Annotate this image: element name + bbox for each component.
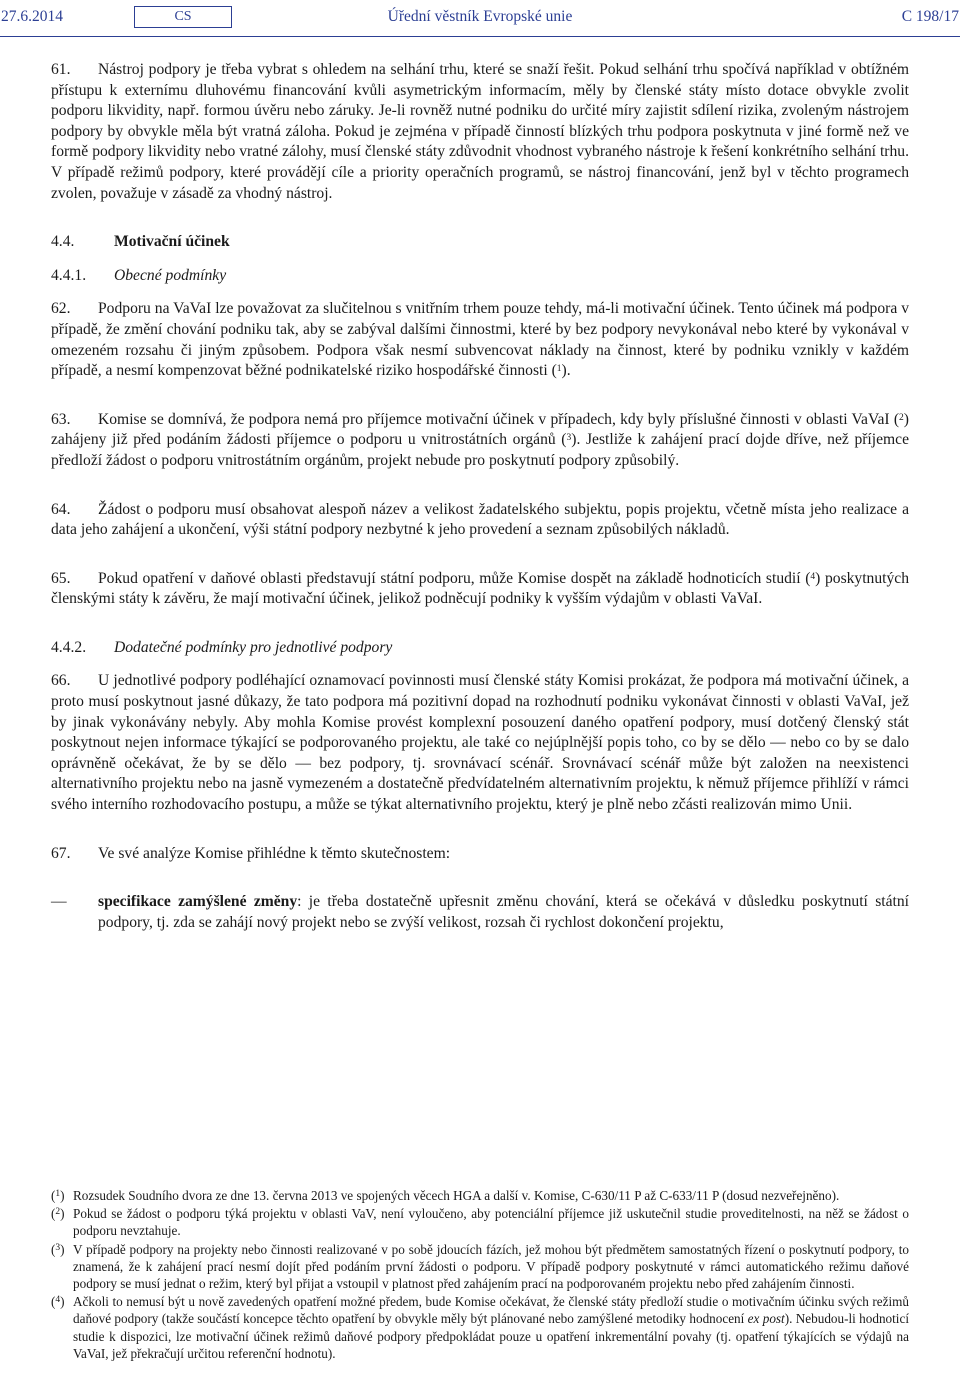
footnote-1	[51, 1187, 909, 1204]
paragraph-61	[51, 60, 909, 204]
section-title: Motivační účinek	[114, 233, 230, 251]
section-heading-4-4-1	[51, 266, 909, 287]
footnote-text: Ačkoli to nemusí být u nově zavedených opatření možné předem, bude Komise očekávat, že členské státy předloží studie o motivačním účinku svých režimů daňové podpory (takže součástí koncepce těchto opatření by obvykle měly být plánované nebo zamýšlené metodiky hodnocení	[73, 1294, 909, 1327]
paragraph-text: Pokud opatření v daňové oblasti představují státní podporu, může Komise dospět na základě hodnoticích studií (	[98, 569, 811, 587]
header-rule	[0, 36, 960, 37]
section-heading-4-4-2	[51, 638, 909, 659]
paragraph-number: 64.	[51, 500, 71, 518]
section-number: 4.4.	[51, 233, 75, 251]
footnote-text: V případě podpory na projekty nebo činnosti realizované v po sobě jdoucích fázích, jež mohou být předmětem samostatných řízení o poskytnutí podpory, to znamená, že k zahájení prací nesmí dojít před podáním první žádosti o podporu. V případě podpory poskytnuté v rámci automatického režimu daňové podpory se musí jednat o režim, který byl přijat a vstoupil v platnost před zahájením prací na podporovaném projektu nebo před zahájením činnosti.	[73, 1241, 909, 1292]
footnote-ref[interactable]: 2	[899, 412, 904, 423]
section-title: Dodatečné podmínky pro jednotlivé podpory	[114, 638, 393, 656]
footnotes	[51, 1187, 909, 1363]
footnote-mark: ($^3$)	[51, 1241, 65, 1257]
footnote-ref[interactable]: 3	[566, 433, 572, 444]
paragraph-number: 66.	[51, 672, 71, 690]
dash-list-item	[51, 892, 909, 933]
paragraph-text: Žádost o podporu musí obsahovat alespoň název a velikost žadatelského subjektu, popis projektu, včetně místa jeho realizace a data jeho zahájení a ukončení, výši státní podpory nezbytné k jeho provedení a seznam způsobilých nákladů.	[51, 500, 909, 539]
paragraph-number: 61.	[51, 61, 71, 78]
footnote-4	[51, 1293, 909, 1362]
paragraph-text: U jednotlivé podpory podléhající oznamovací povinnosti musí členské státy Komisi prokázat, že podpora má motivační účinek, a proto musí poskytnout jasné důkazy, že tato podpora má pozitivní dopad na rozhodnutí podniku vykonávat činnosti v oblasti VaVaI, jež by jinak vykonávány nebyly. Aby mohla Komise provést komplexní posouzení daného opatření podpory, musí dotčený členský stát poskytnout nejen informace týkající se podporovaného projektu, ale také co nejúplnější popis toho, co by se dělo — nebo co by se dalo oprávněně očekávat, že by se dělo — bez podpory, tj. srovnávací scénář. Srovnávací scénář může být založen na neexistenci alternativního projektu nebo na jasně vymezeném a dostatečně předvídatelném alternativním projektu, k němuž příjemce přihlíží v rámci svého interního rozhodovacího postupu, a může se týkat alternativního projektu, který je plně nebo zčásti realizován mimo Unii.	[51, 672, 909, 814]
paragraph-66	[51, 671, 909, 815]
document-body	[51, 60, 909, 933]
paragraph-text: Komise se domnívá, že podpora nemá pro příjemce motivační účinek v případech, kdy byly příslušné činnosti v oblasti VaVaI (	[98, 410, 900, 428]
paragraph-text: ) poskytnutých členskými státy k závěru, že mají motivační účinek, jelikož podněcují podniky k vyšším výdajům v oblasti VaVaI.	[51, 569, 909, 608]
page-header	[1, 6, 959, 30]
journal-reference: C 198/17	[901, 8, 959, 25]
publication-date: 27.6.2014	[1, 8, 63, 25]
paragraph-64	[51, 500, 909, 541]
footnote-3	[51, 1241, 909, 1293]
footnote-2	[51, 1205, 909, 1239]
footnote-mark: ($^2$)	[51, 1206, 65, 1222]
paragraph-text: Ve své analýze Komise přihlédne k těmto skutečnostem:	[98, 844, 451, 862]
paragraph-65	[51, 569, 909, 610]
paragraph-63	[51, 410, 909, 472]
paragraph-text: Podporu na VaVaI lze považovat za slučitelnou s vnitřním trhem pouze tehdy, má-li motivační účinek. Tento účinek má podpora v případě, že změní chování podniku tak, aby se zabýval dalšími činnostmi, které by bez podpory nevykonával nebo které by vykonával v omezeném rozsahu či jiným způsobem. Podpora však nesmí subvencovat náklady na činnost, které by podniku vznikly v každém případě, a nesmí kompenzovat běžné podnikatelské riziko hospodářské činnosti (	[51, 300, 909, 380]
footnote-ref[interactable]: 4	[810, 571, 816, 582]
footnote-text: Rozsudek Soudního dvora ze dne 13. června 2013 ve spojených věcech HGA a další v. Komise, C-630/11 P až C-633/11 P (dosud nezveřejněno).	[73, 1188, 840, 1203]
item-lead: specifikace zamýšlené změny	[98, 893, 298, 911]
footnote-text: ). Nebudou-li hodnoticí studie k dispozici, lze motivační účinek režimů daňové podpory předpokládat pouze u opatření inkrementální povahy (tj. opatření týkajících se výdajů na VaVaI, jež překračují určitou referenční hodnotu).	[73, 1311, 909, 1361]
paragraph-text: ) zahájeny již před podáním žádosti příjemce o podporu u vnitrostátních orgánů (	[51, 410, 909, 449]
paragraph-number: 65.	[51, 569, 71, 587]
paragraph-number: 67.	[51, 844, 71, 862]
paragraph-text: Nástroj podpory je třeba vybrat s ohledem na selhání trhu, které se snaží řešit. Pokud selhání trhu spočívá například v obtížném přístupu k externímu dluhovému financování kvůli asymetrickým informacím, měly by členské státy místo dotace obvykle zvolit podporu likvidity, např. formou úvěru nebo záruky. Je-li rovněž nutné podniku do určité míry zajistit sdílení rizika, zvoleným nástrojem podpory by obvykle měla být vratná záloha. Pokud je zejména v případě činností blízkých trhu podpora poskytnuta v jiné formě než ve formě podpory likvidity nebo vratné zálohy, musí členské státy zdůvodnit vhodnost vybraného nástroje k řešení konkrétního selhání trhu. V případě režimů podpory, které provádějí cíle a priority operačních programů, se nástroj financování, jenž byl v těchto programech zvolen, považuje v zásadě za vhodný nástroj.	[51, 61, 909, 202]
dash-bullet: —	[51, 893, 67, 911]
footnote-mark: ($^1$)	[51, 1188, 65, 1203]
paragraph-62	[51, 299, 909, 381]
section-number: 4.4.1.	[51, 266, 87, 284]
paragraph-number: 62.	[51, 300, 71, 318]
section-heading-4-4	[51, 232, 909, 253]
paragraph-number: 63.	[51, 410, 71, 428]
footnote-text: Pokud se žádost o podporu týká projektu v oblasti VaV, není vyloučeno, aby potenciální příjemce již uskutečnil studie proveditelnosti, na něž se žádost o podporu nevztahuje.	[73, 1206, 909, 1239]
paragraph-text: ). Jestliže k zahájení prací dojde dříve, než příjemce předloží žádost o podporu vnitrostátním orgánům, projekt nebude pro poskytnutí podpory způsobilý.	[51, 431, 909, 469]
item-text: : je třeba dostatečně upřesnit změnu chování, která se očekává v důsledku poskytnutí státní podpory, tj. zda se zahájí nový projekt nebo se zvýší velikost, rozsah či rychlost dokončení projektu,	[98, 893, 909, 931]
footnote-italic: ex post	[747, 1311, 785, 1327]
paragraph-67	[51, 844, 909, 865]
footnote-mark: ($^4$)	[51, 1294, 65, 1310]
section-title: Obecné podmínky	[114, 266, 227, 284]
language-badge: CS	[134, 6, 232, 28]
section-number: 4.4.2.	[51, 638, 87, 656]
paragraph-text-end: ).	[561, 362, 571, 380]
journal-title: Úřední věstník Evropské unie	[387, 8, 573, 25]
footnote-ref[interactable]: 1	[556, 364, 562, 375]
